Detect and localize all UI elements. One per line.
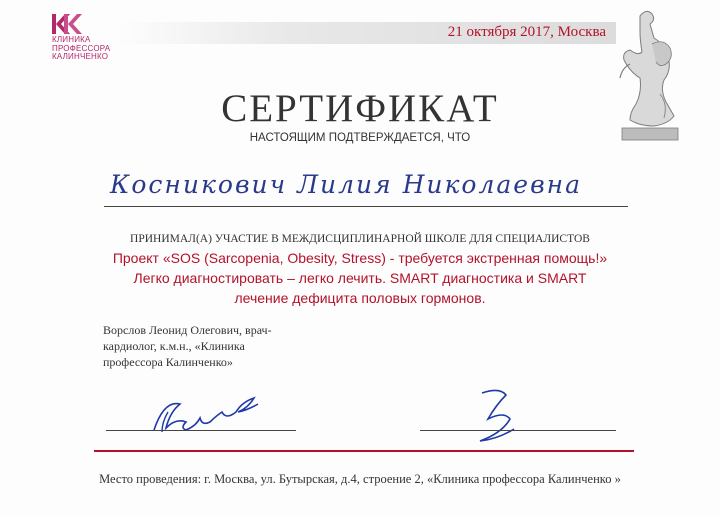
logo-text: КЛИНИКА ПРОФЕССОРА КАЛИНЧЕНКО [52, 35, 111, 61]
signature-line-right [420, 430, 616, 431]
doctor-info: Ворслов Леонид Олегович, врач-кардиолог, к.м.н., «Клиника профессора Калинченко» [103, 323, 272, 369]
certificate-subtitle: НАСТОЯЩИМ ПОДТВЕРЖДАЕТСЯ, ЧТО [249, 132, 471, 144]
participation-text: ПРИНИМАЛ(А) УЧАСТИЕ В МЕЖДИСЦИПЛИНАРНОЙ ШКОЛЕ ДЛЯ СПЕЦИАЛИСТОВ [130, 233, 590, 245]
signature-line-left [106, 430, 296, 431]
recipient-name: Косникович Лилия Николаевна [110, 170, 583, 199]
venue-text: Место проведения: г. Москва, ул. Бутырская, д.4, строение 2, «Клиника профессора Калинченко » [99, 472, 621, 486]
event-date: 21 октября 2017, Москва [447, 24, 606, 40]
kk-logo-icon [52, 14, 82, 34]
name-underline [104, 206, 628, 207]
certificate-title: СЕРТИФИКАТ [221, 87, 499, 130]
project-description: Проект «SOS (Sarcopenia, Obesity, Stress) - требуется экстренная помощь!» Легко диагностировать – легко лечить. SMART диагностика и SMART лечение дефицита половых гормонов. [112, 250, 608, 306]
right-signature [472, 385, 532, 445]
left-signature [150, 392, 280, 442]
venue-divider [94, 450, 634, 452]
date-banner [118, 22, 616, 44]
